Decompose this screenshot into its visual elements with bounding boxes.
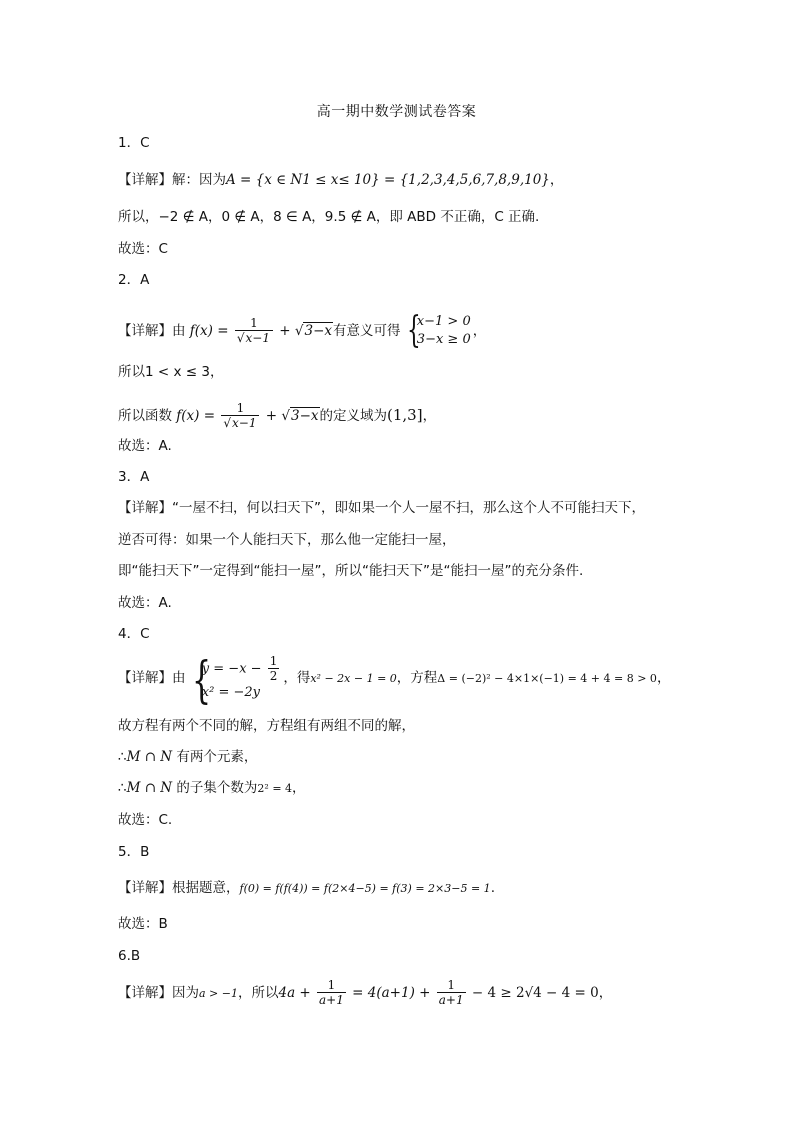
q6-line-1: 【详解】因为a > −1，所以4a + $\frac{1}{a+1}$ = 4(a+1) + $\frac{1}{a+1}$ − 4 ≥ 2√4 − 4 = 0， [118,978,613,1007]
q2-answer: 故选：A. [118,438,172,454]
item-2-number: 2．A [118,272,150,288]
item-5-number: 5．B [118,844,150,860]
q2-line-1: 【详解】由 f(x) = $\frac{1}{√x-1}$ + √3−x有意义可得 { x−1 > 0 3−x ≥ 0 ， [118,310,487,351]
item-4-number: 4．C [118,626,150,642]
q1-line-1: 【详解】解：因为A = {x ∈ N1 ≤ x≤ 10} = {1,2,3,4,5,6,7,8,9,10}， [118,172,564,188]
item-3-number: 3．A [118,469,150,485]
inequality-system: { x−1 > 0 3−x ≥ 0 [406,310,471,351]
fraction: $\frac{1}{a+1}$ [438,978,464,1007]
q4-line-1: 【详解】由 { y = −x − $\frac{1}{2}$ x² = −2y ，得x² − 2x − 1 = 0，方程Δ = (−2)² − 4×1×(−1) = 4 + 4 = 8 > 0， [118,651,671,709]
q1-line-2: 所以，−2 ∉ A，0 ∉ A，8 ∈ A，9.5 ∉ A，即 ABD 不正确，C 正确. [118,209,540,225]
fraction: $\frac{1}{a+1}$ [319,978,344,1007]
q4-line-3: ∴M ∩ N 有两个元素， [118,749,258,765]
equation-system: { y = −x − $\frac{1}{2}$ x² = −2y [191,651,278,709]
q3-line-2: 逆否可得：如果一个人能扫天下，那么他一定能扫一屋， [118,532,456,548]
fraction: $\frac{1}{√x-1}$ [235,316,273,346]
page-title: 高一期中数学测试卷答案 [316,104,477,120]
item-1-number: 1．C [118,135,150,151]
q2-line-3: 所以函数 f(x) = $\frac{1}{√x-1}$ + √3−x的定义域为(1,3]， [118,401,437,430]
q1-answer: 故选：C [118,241,168,257]
q2-line-2: 所以1 < x ≤ 3， [118,364,224,380]
set-expression: A = {x ∈ N1 ≤ x≤ 10} = {1,2,3,4,5,6,7,8,9,10} [226,172,550,188]
fraction: $\frac{1}{√x-1}$ [221,401,259,431]
q4-line-2: 故方程有两个不同的解，方程组有两组不同的解， [118,718,415,734]
q3-answer: 故选：A. [118,595,172,611]
q3-line-1: 【详解】“一屋不扫，何以扫天下”，即如果一个人一屋不扫，那么这个人不可能扫天下， [118,500,645,516]
q4-line-4: ∴M ∩ N 的子集个数为2² = 4， [118,780,306,796]
q5-answer: 故选：B [118,916,168,932]
item-6-number: 6.B [118,948,141,964]
detail-label: 【详解】 [118,172,172,188]
q3-line-3: 即“能扫天下”一定得到“能扫一屋”，所以“能扫天下”是“能扫一屋”的充分条件. [118,563,584,579]
q4-answer: 故选：C. [118,812,173,828]
q5-line-1: 【详解】根据题意，f(0) = f(f(4)) = f(2×4−5) = f(3) = 2×3−5 = 1. [118,880,495,896]
